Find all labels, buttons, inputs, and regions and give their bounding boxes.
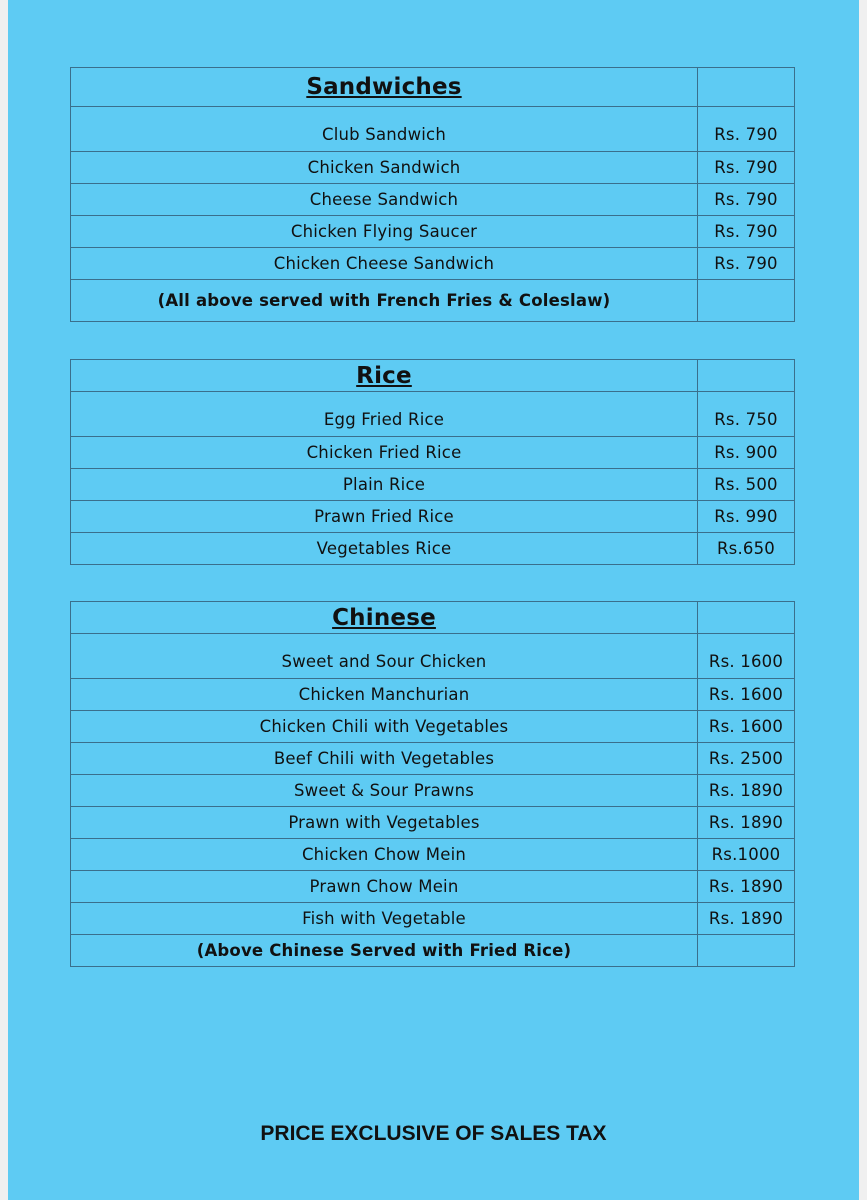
item-price: Rs. 790 [698,248,795,280]
menu-row [71,392,795,437]
note-row [71,280,795,322]
menu-row [71,839,795,871]
item-price: Rs. 1600 [698,711,795,743]
section-title-cell [71,360,698,392]
item-price: Rs. 750 [698,392,795,437]
menu-row [71,501,795,533]
section-note: (All above served with French Fries & Coleslaw) [71,280,698,322]
item-name: Chicken Flying Saucer [71,216,698,248]
item-price: Rs. 500 [698,469,795,501]
item-name: Sweet and Sour Chicken [71,634,698,679]
section-title: Chinese [332,604,436,631]
empty-price-cell [698,935,795,967]
tax-notice: PRICE EXCLUSIVE OF SALES TAX [260,1122,607,1145]
menu-row [71,743,795,775]
empty-price-cell [698,68,795,107]
item-name: Club Sandwich [71,107,698,152]
menu-row [71,679,795,711]
note-row [71,935,795,967]
chinese-table [70,601,795,967]
item-price: Rs. 1600 [698,679,795,711]
menu-row [71,216,795,248]
item-price: Rs. 2500 [698,743,795,775]
section-title-cell [71,68,698,107]
menu-row [71,775,795,807]
item-price: Rs.650 [698,533,795,565]
section-note: (Above Chinese Served with Fried Rice) [71,935,698,967]
item-name: Prawn Chow Mein [71,871,698,903]
menu-row [71,533,795,565]
item-name: Plain Rice [71,469,698,501]
item-name: Chicken Fried Rice [71,437,698,469]
item-price: Rs. 900 [698,437,795,469]
item-name: Chicken Cheese Sandwich [71,248,698,280]
item-price: Rs. 790 [698,152,795,184]
item-name: Chicken Chow Mein [71,839,698,871]
section-header-row [71,68,795,107]
item-name: Chicken Chili with Vegetables [71,711,698,743]
item-name: Sweet & Sour Prawns [71,775,698,807]
menu-row [71,152,795,184]
menu-row [71,807,795,839]
item-name: Prawn with Vegetables [71,807,698,839]
item-name: Vegetables Rice [71,533,698,565]
item-price: Rs. 1890 [698,903,795,935]
item-name: Fish with Vegetable [71,903,698,935]
menu-page [8,0,859,1200]
item-name: Beef Chili with Vegetables [71,743,698,775]
item-name: Cheese Sandwich [71,184,698,216]
item-name: Prawn Fried Rice [71,501,698,533]
item-price: Rs. 1890 [698,807,795,839]
menu-row [71,184,795,216]
item-price: Rs.1000 [698,839,795,871]
section-title-cell [71,602,698,634]
item-price: Rs. 1890 [698,871,795,903]
item-price: Rs. 1890 [698,775,795,807]
rice-table [70,359,795,565]
empty-price-cell [698,602,795,634]
section-header-row [71,360,795,392]
menu-row [71,107,795,152]
item-price: Rs. 990 [698,501,795,533]
item-price: Rs. 790 [698,107,795,152]
menu-row [71,903,795,935]
empty-price-cell [698,360,795,392]
item-price: Rs. 790 [698,184,795,216]
menu-row [71,437,795,469]
item-name: Chicken Manchurian [71,679,698,711]
menu-row [71,469,795,501]
item-name: Chicken Sandwich [71,152,698,184]
empty-price-cell [698,280,795,322]
menu-row [71,634,795,679]
section-header-row [71,602,795,634]
menu-row [71,871,795,903]
item-price: Rs. 790 [698,216,795,248]
sandwiches-table [70,67,795,322]
item-price: Rs. 1600 [698,634,795,679]
menu-row [71,711,795,743]
section-title: Sandwiches [306,74,462,100]
item-name: Egg Fried Rice [71,392,698,437]
section-title: Rice [356,362,412,389]
menu-row [71,248,795,280]
